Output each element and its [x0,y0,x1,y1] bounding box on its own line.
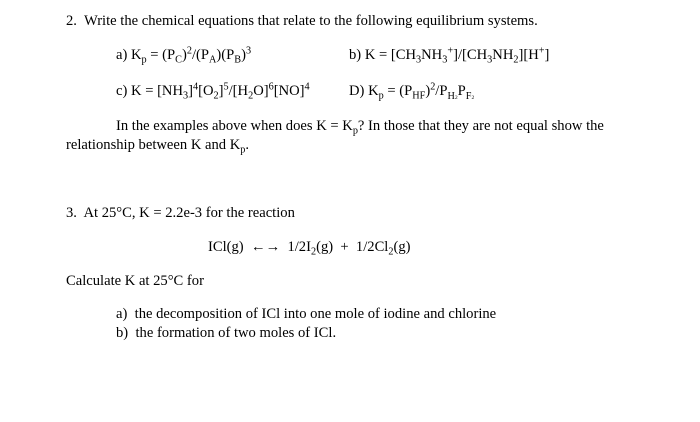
equilibrium-arrow-icon: ←→ [250,239,281,255]
equation-d [349,82,474,100]
reaction-equation [208,238,411,256]
question-3-heading [66,204,295,222]
question-3-number: 3. [66,205,77,221]
question-3-item-a [116,305,496,323]
question-3-intro: At 25°C, K = 2.2e-3 for the reaction [83,205,295,221]
question-2-followup-line2: relationship between K and $K_p$. [66,137,250,156]
item-b-label: b) [116,325,129,341]
reaction-products: $1/2I_2(g) + 1/2Cl_2(g)$ [287,239,411,258]
reaction-reactant: ICl(g) [208,239,244,255]
equation-b-expression: $K = [CH_3NH_3^+]/[CH_3NH_2][H^+]$ [364,45,550,66]
question-2-heading [66,12,538,30]
equation-a [116,46,251,64]
question-2-prompt: Write the chemical equations that relate to the following equilibrium systems. [84,13,538,29]
equation-c [116,82,310,100]
equation-c-expression: $K = [NH_3]^4[O_2]^5/[H_2O]^6[NO]^4$ [131,81,310,102]
item-a-text: the decomposition of ICl into one mole of iodine and chlorine [134,306,497,322]
equation-d-expression: $K_p = (P_{HF})^2/P_{H2}P_{F2}$ [368,81,475,102]
item-b-text: the formation of two moles of ICl. [135,325,337,341]
calculate-prompt: Calculate K at 25°C for [66,273,204,289]
question-3-item-b [116,324,336,342]
equation-a-expression: $K_p = (P_C)^2/(P_A)(P_B)^3$ [131,45,252,66]
question-2-number: 2. [66,13,77,29]
equation-b [349,46,549,64]
equation-b-label: b) [349,47,362,63]
equation-c-label: c) [116,83,128,99]
equation-d-label: D) [349,83,365,99]
item-a-label: a) [116,306,128,322]
question-2-followup-line1: In the examples above when does $K = K_p$? In those that they are not equal show the [116,118,604,137]
equation-a-label: a) [116,47,128,63]
